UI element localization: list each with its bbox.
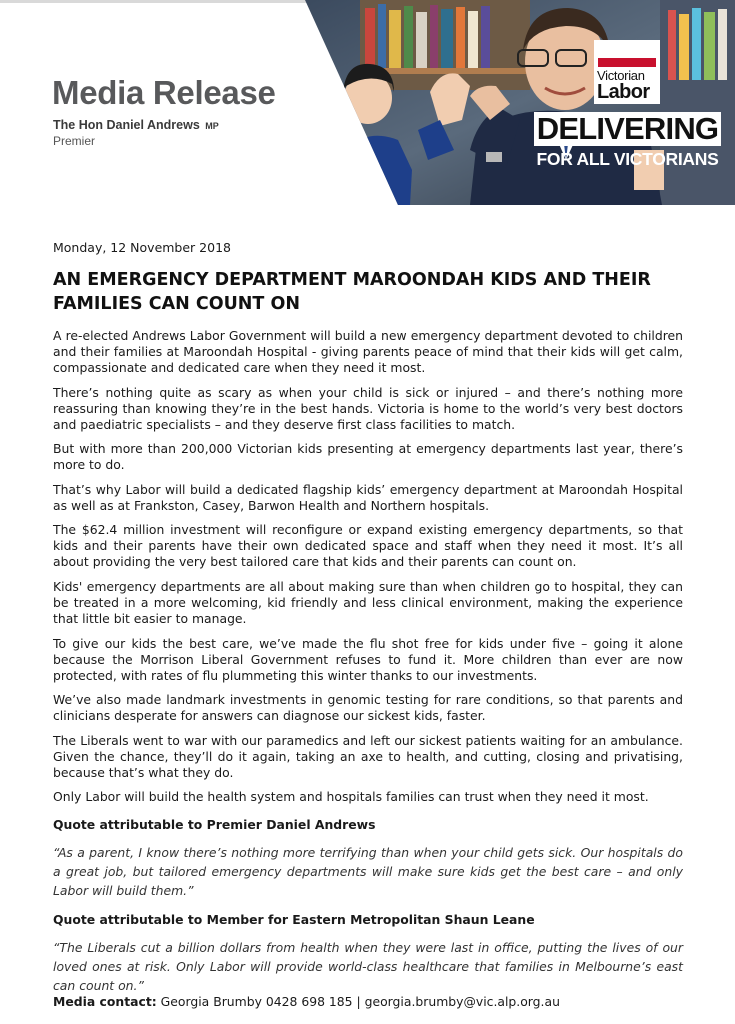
paragraph: There’s nothing quite as scary as when your child is sick or injured – and there’s nothing more reassuring than knowing they’re in the best hands. Victoria is home to the world’s very best doctors and paediatric specialists – and they deserve first class facilities to match. [53,384,683,432]
paragraph: But with more than 200,000 Victorian kids presenting at emergency departments last year, there’s more to do. [53,441,683,473]
media-contact-details: Georgia Brumby 0428 698 185 | georgia.brumby@vic.alp.org.au [160,994,560,1009]
quote-premier: “As a parent, I know there’s nothing more terrifying than when your child gets sick. Our hospitals do a great job, but tailored emergency departments will make sure kids get the best care – and only Labor will build them.” [53,845,683,899]
banner-for-all-victorians: FOR ALL VICTORIANS [536,149,719,169]
paragraph: The $62.4 million investment will reconfigure or expand existing emergency departments, so that kids and their parents have their own dedicated space and staff when they need it most. It’s all about providing the very best tailored care that kids and their parents can count on. [53,522,683,570]
banner-delivering: DELIVERING [534,112,721,146]
release-date: Monday, 12 November 2018 [53,240,231,255]
logo-line-2: Labor [597,81,650,103]
media-release-title: Media Release [52,74,276,111]
logo-red-bar [598,58,656,67]
minister-role: Premier [53,134,96,148]
paragraph: To give our kids the best care, we’ve made the flu shot free for kids under five – going it alone because the Morrison Liberal Government refuses to fund it. More children than ever are now protected, with rates of flu plummeting this winter thanks to our investments. [53,635,683,683]
quote-member: “The Liberals cut a billion dollars from health when they were last in office, putting the lives of our loved ones at risk. Only Labor will provide world-class healthcare that families in Melbourne’s east can count on.” [53,940,683,994]
minister-name-text: The Hon Daniel Andrews [53,118,200,132]
media-contact-label: Media contact: [53,994,157,1009]
logo-line-1: Victorian [597,68,645,83]
paragraph: Only Labor will build the health system and hospitals families can trust when they need it most. [53,789,649,805]
minister-name [53,118,219,132]
victorian-labor-logo [594,40,660,104]
paragraph: That’s why Labor will build a dedicated flagship kids’ emergency department at Maroondah Hospital as well as at Frankston, Casey, Barwon Health and Northern hospitals. [53,481,683,513]
paragraph: Kids' emergency departments are all about making sure than when children go to hospital, they can be treated in a more welcoming, kid friendly and less clinical environment, making the experience that little bit easier to manage. [53,578,683,626]
paragraph: A re-elected Andrews Labor Government will build a new emergency department devoted to children and their families at Maroondah Hospital - giving parents peace of mind that their kids will get calm, compassionate and dedicated care when they need it most. [53,328,683,375]
release-body [53,240,683,1005]
minister-suffix: MP [205,121,219,131]
paragraph: The Liberals went to war with our paramedics and left our sickest patients waiting for an ambulance. Given the chance, they’ll do it again, taking an axe to health, and cutting, closing and privatising, because that’s what they do. [53,732,683,780]
release-header [0,0,735,205]
quote-heading-premier: Quote attributable to Premier Daniel Andrews [53,817,376,833]
media-contact [53,994,560,1010]
headline: AN EMERGENCY DEPARTMENT MAROONDAH KIDS AND THEIR FAMILIES CAN COUNT ON [53,270,651,314]
quote-heading-member: Quote attributable to Member for Eastern Metropolitan Shaun Leane [53,912,535,928]
paragraph: We’ve also made landmark investments in genomic testing for rare conditions, so that parents and clinicians desperate for answers can diagnose our sickest kids, faster. [53,692,683,724]
